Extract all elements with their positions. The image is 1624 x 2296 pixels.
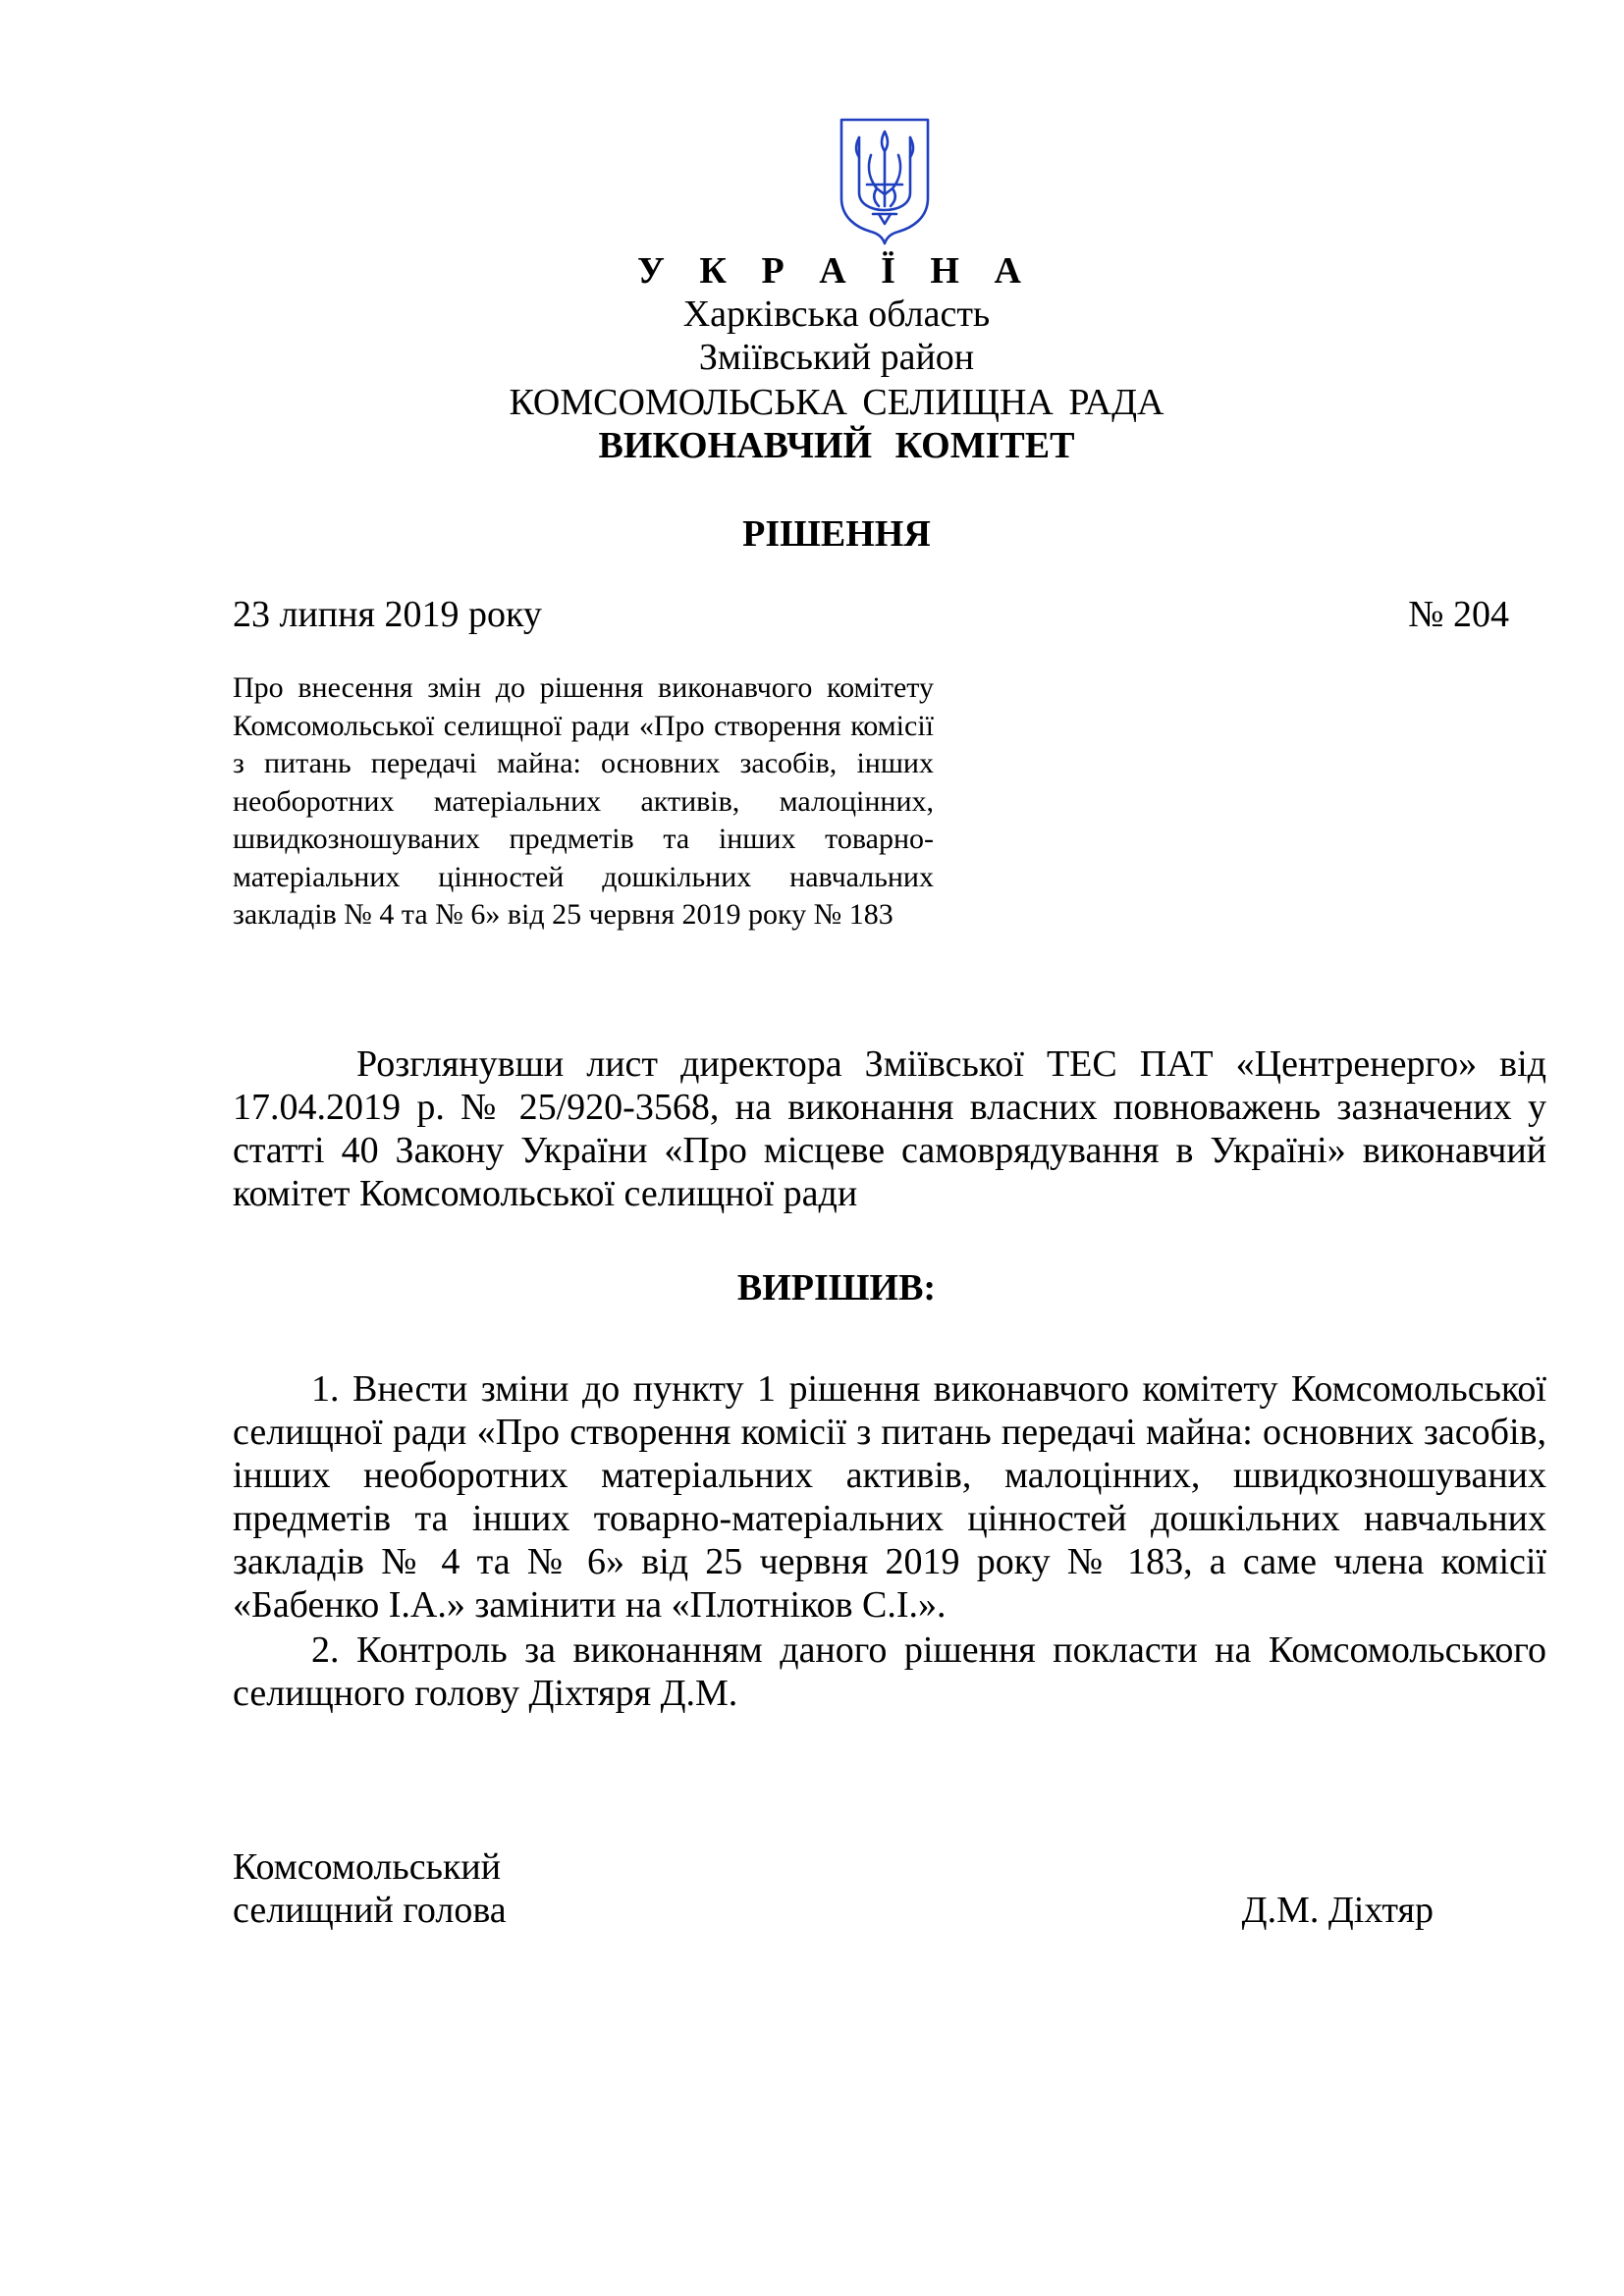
resolution-item-2: 2. Контроль за виконанням даного рішення покласти на Комсомольського селищного голову Діхтяря Д.М. xyxy=(233,1629,1546,1714)
resolved-heading: ВИРІШИВ: xyxy=(736,1267,937,1308)
preamble-paragraph: Розглянувши лист директора Зміївської ТЕС ПАТ «Центренерго» від 17.04.2019 р. № 25/920-3568, на виконання власних повноважень зазначених у статті 40 Закону України «Про місцеве самоврядування в Україні» виконавчий комітет Комсомольської селищної ради xyxy=(233,1043,1546,1214)
council-line: КОМСОМОЛЬСЬКА СЕЛИЩНА РАДА xyxy=(509,382,1164,423)
signatory-name: Д.М. Діхтяр xyxy=(1241,1890,1434,1931)
resolution-item-1: 1. Внести зміни до пункту 1 рішення виконавчого комітету Комсомольської селищної ради «Про створення комісії з питань передачі майна: основних засобів, інших необоротних матеріальних активів, малоцінних, швидкозношуваних предметів та інших товарно-матеріальних цінностей дошкільних навчальних закладів № 4 та № 6» від 25 червня 2019 року № 183, а саме члена комісії «Бабенко І.А.» замінити на «Плотніков С.І.». xyxy=(233,1368,1546,1626)
document-subject: Про внесення змін до рішення виконавчого комітету Комсомольської селищної ради «Про створення комісії з питань передачі майна: основних засобів, інших необоротних матеріальних активів, малоцінних, швидкозношуваних предметів та інших товарно-матеріальних цінностей дошкільних навчальних закладів № 4 та № 6» від 25 червня 2019 року № 183 xyxy=(233,671,934,931)
document-title: РІШЕННЯ xyxy=(742,513,931,555)
signatory-position xyxy=(233,1845,507,1932)
committee-heading: ВИКОНАВЧИЙ КОМІТЕТ xyxy=(598,425,1075,466)
document-number: № 204 xyxy=(1408,594,1509,635)
country-heading: У К Р А Ї Н А xyxy=(637,250,1034,292)
region-line: Харківська область xyxy=(682,294,991,335)
document-date: 23 липня 2019 року xyxy=(233,594,542,635)
signatory-position-line-1: Комсомольський xyxy=(233,1846,502,1888)
coat-of-arms-icon xyxy=(838,116,932,245)
signatory-position-line-2: селищний голова xyxy=(233,1890,507,1931)
district-line: Зміївський район xyxy=(698,337,975,378)
